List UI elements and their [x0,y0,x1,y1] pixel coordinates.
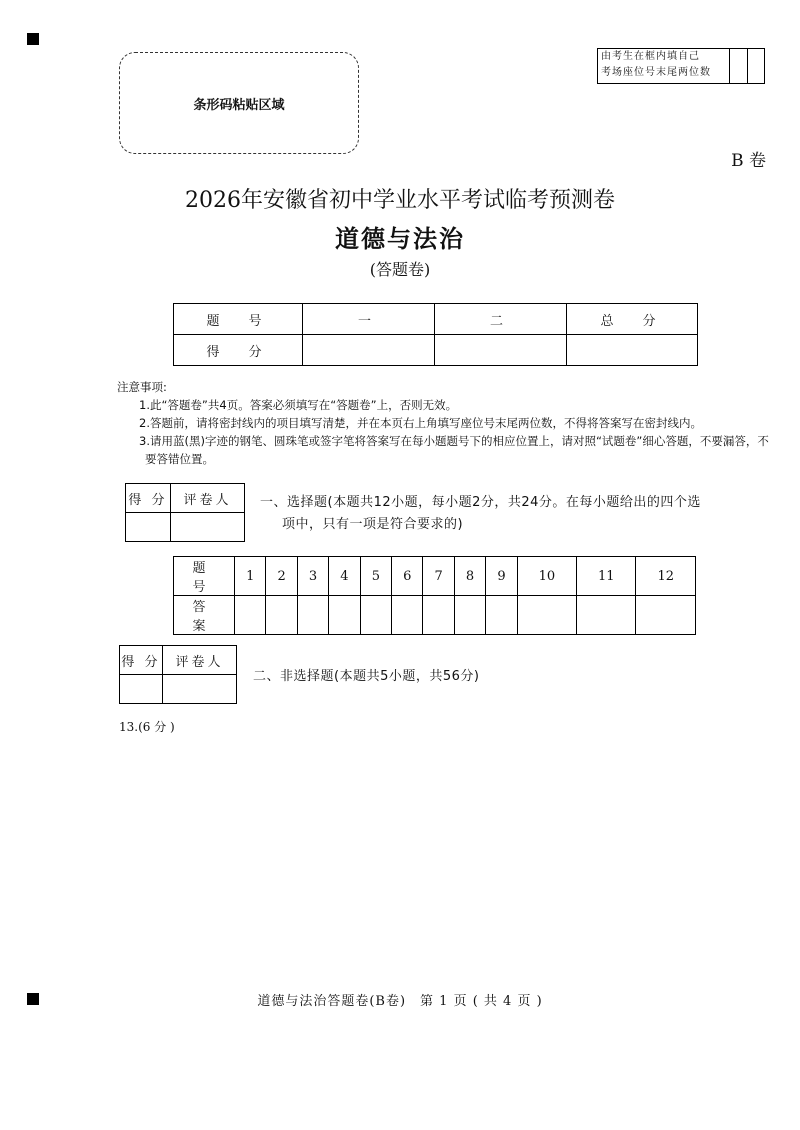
grader-score-label: 得 分 [126,484,171,513]
answer-cell[interactable] [517,596,576,635]
answer-cell[interactable] [454,596,485,635]
note-item: 1.此“答题卷”共4页。答案必须填写在“答题卷”上，否则无效。 [139,398,458,412]
answer-question-number: 1 [235,557,266,596]
seat-digit-cell-2[interactable] [747,49,764,83]
grader-score-cell[interactable] [120,675,163,704]
answer-cell[interactable] [360,596,391,635]
score-header-cell: 题 号 [174,304,303,335]
answer-question-number: 9 [486,557,517,596]
answer-cell[interactable] [266,596,297,635]
question-13-label: 13.(6 分 ) [119,720,175,734]
grader-score-label: 得 分 [120,646,163,675]
subject-title: 道德与法治 [335,224,465,253]
section1-line1: 一、选择题(本题共12小题，每小题2分，共24分。在每小题给出的四个选 [260,495,701,510]
paper-version: B 卷 [731,151,766,171]
answer-cell[interactable] [423,596,454,635]
score-row-label: 得 分 [174,335,303,366]
answer-cell[interactable] [636,596,696,635]
grader-name-label: 评卷人 [163,646,237,675]
score-header-cell: 总 分 [567,304,698,335]
section1-line2: 项中，只有一项是符合要求的) [282,517,464,532]
seat-digit-cell-1[interactable] [730,49,746,83]
seat-instruction-line2: 考场座位号末尾两位数 [601,67,711,78]
answer-question-number: 7 [423,557,454,596]
answer-question-number: 5 [360,557,391,596]
score-header-cell: 二 [435,304,567,335]
score-table [173,303,698,366]
score-table-score-row [174,335,698,366]
barcode-area-label: 条形码粘贴区域 [193,97,285,113]
grader-name-cell[interactable] [171,513,245,542]
answer-row-label: 答 案 [174,596,235,635]
seat-number-box [597,48,765,84]
answer-cell[interactable] [577,596,636,635]
grader-box-section2 [119,645,237,704]
answer-header-label: 题 号 [174,557,235,596]
answer-question-number: 2 [266,557,297,596]
corner-marker-top [27,33,39,45]
notes-heading: 注意事项: [117,380,167,394]
score-table-header-row [174,304,698,335]
seat-instruction-line1: 由考生在框内填自己 [601,51,700,62]
answer-question-number: 11 [577,557,636,596]
grader-score-cell[interactable] [126,513,171,542]
answer-question-number: 4 [329,557,360,596]
answer-table [173,556,696,635]
grader-box-section1 [125,483,245,542]
score-cell-total[interactable] [567,335,698,366]
note-item: 3.请用蓝(黑)字迹的钢笔、圆珠笔或签字笔将答案写在每小题题号下的相应位置上，请对照“试题卷”细心答题，不要漏答，不要答错位置。 [139,434,769,466]
answer-question-number: 12 [636,557,696,596]
answer-cell[interactable] [486,596,517,635]
answer-cell[interactable] [392,596,423,635]
score-header-cell: 一 [303,304,435,335]
seat-number-instruction [598,49,730,83]
answer-cell[interactable] [297,596,328,635]
answer-question-number: 10 [517,557,576,596]
grader-name-label: 评卷人 [171,484,245,513]
score-cell-section1[interactable] [303,335,435,366]
answer-question-number: 8 [454,557,485,596]
paper-type: (答题卷) [369,260,431,279]
answer-cell[interactable] [329,596,360,635]
barcode-area [119,52,359,154]
grader-name-cell[interactable] [163,675,237,704]
answer-cell[interactable] [235,596,266,635]
exam-title: 2026年安徽省初中学业水平考试临考预测卷 [185,188,615,213]
answer-question-number: 6 [392,557,423,596]
section1-heading [260,492,768,536]
answer-question-number: 3 [297,557,328,596]
section2-heading: 二、非选择题(本题共5小题，共56分) [253,669,480,684]
note-item: 2.答题前，请将密封线内的项目填写清楚，并在本页右上角填写座位号末尾两位数，不得将答案写在密封线内。 [139,416,702,430]
answer-number-row [174,557,696,596]
notes-section [117,378,777,468]
page-footer: 道德与法治答题卷(B卷) 第 1 页 ( 共 4 页 ) [257,994,543,1009]
score-cell-section2[interactable] [435,335,567,366]
answer-cell-row [174,596,696,635]
